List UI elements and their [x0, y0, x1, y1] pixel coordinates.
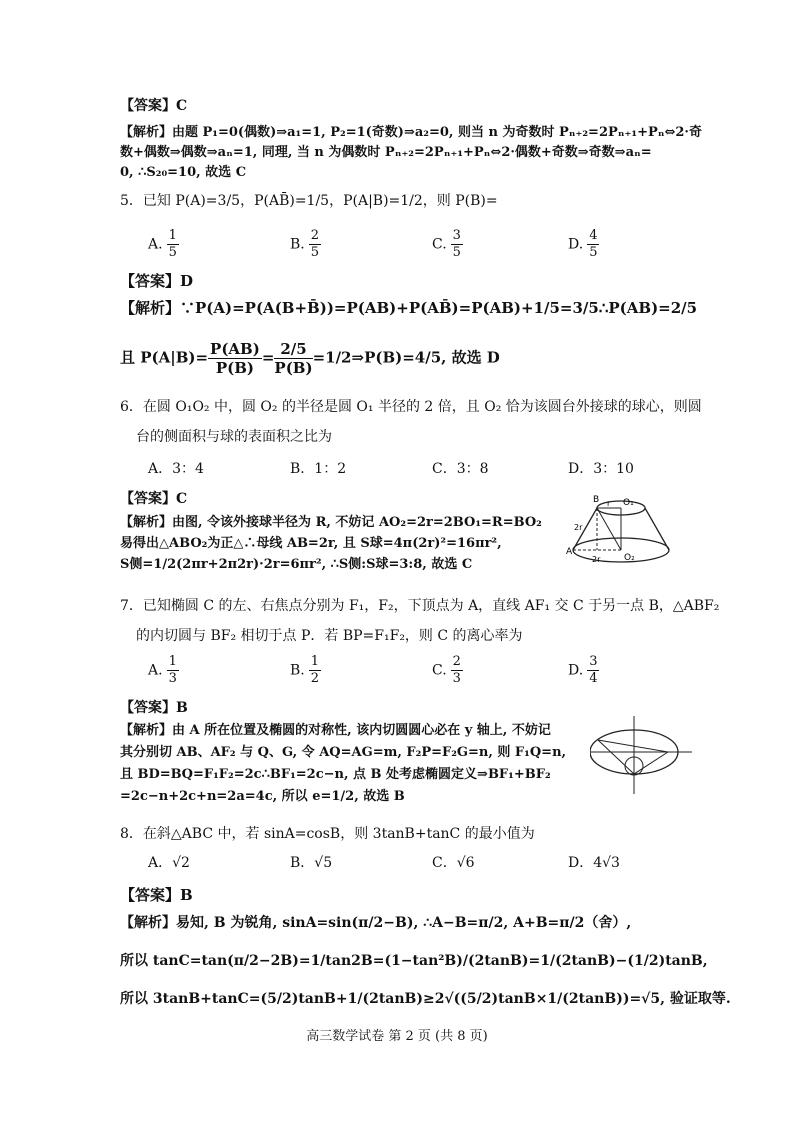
q7-answer: 【答案】B — [120, 700, 188, 716]
q7-option-a: A. $\frac{1}{3}$ — [148, 654, 177, 686]
q5-options — [148, 228, 628, 268]
q7-option-d: D. $\frac{3}{4}$ — [568, 654, 598, 686]
fig-label-b: B — [593, 495, 600, 505]
q5-option-a: A. $\frac{1}{5}$ — [148, 228, 177, 260]
q8-option-a: A．√2 — [148, 855, 190, 871]
q8-stem: 8．在斜△ABC 中，若 sinA=cosB，则 3tanB+tanC 的最小值为 — [120, 826, 535, 842]
q7-stem-line-1: 7．已知椭圆 C 的左、右焦点分别为 F₁，F₂，下顶点为 A，直线 AF₁ 交 C 于另一点 B，△ABF₂ — [120, 598, 720, 614]
page-footer: 高三数学试卷 第 2 页 (共 8 页) — [306, 1029, 488, 1044]
q7-analysis-line-2: 其分别切 AB、AF₂ 与 Q、G, 令 AQ=AG=m, F₂P=F₂G=n, 则 F₁Q=n, — [120, 745, 567, 760]
q4-analysis-line-1: 【解析】由题 P₁=0(偶数)⇒a₁=1, P₂=1(奇数)⇒a₂=0, 则当 n 为奇数时 Pₙ₊₂=2Pₙ₊₁+Pₙ⇔2·奇 — [120, 125, 702, 140]
fig-label-r: r — [607, 499, 611, 508]
frustum-figure — [566, 488, 676, 574]
q8-option-b: B．√5 — [290, 855, 333, 871]
q6-stem-line-2: 台的侧面积与球的表面积之比为 — [136, 429, 332, 445]
q5-analysis-line-1: 【解析】∵P(A)=P(A(B+B̄))=P(AB)+P(AB̄)=P(AB)+1/5=3/5∴P(AB)=2/5 — [120, 299, 698, 317]
fig-label-o2: O₂ — [624, 553, 635, 563]
q8-answer: 【答案】B — [120, 886, 193, 904]
q6-answer: 【答案】C — [120, 491, 188, 507]
q5-answer: 【答案】D — [120, 272, 194, 290]
q8-options — [148, 852, 628, 892]
q7-analysis-line-4: =2c−n+2c+n=2a=4c, 所以 e=1/2, 故选 B — [120, 789, 405, 804]
q8-analysis-line-1: 【解析】易知, B 为锐角, sinA=sin(π/2−B), ∴A−B=π/2, A+B=π/2（舍）, — [120, 915, 632, 931]
q6-option-a: A．3：4 — [148, 461, 204, 477]
fig-label-2r-left: 2r — [574, 523, 583, 532]
q7-option-b: B. $\frac{1}{2}$ — [290, 654, 320, 686]
q5-analysis-line-2: 且 P(A|B)= $\frac{P(AB)}{P(B)}$ = $\frac{2/5}{P(B)}$ =1/2⇒P(B)=4/5, 故选 D — [120, 340, 500, 377]
q6-analysis-line-3: S侧=1/2(2πr+2π2r)·2r=6πr², ∴S侧:S球=3:8, 故选 C — [120, 557, 473, 572]
q8-analysis-line-3: 所以 3tanB+tanC=(5/2)tanB+1/(2tanB)≥2√((5/2)tanB×1/(2tanB))=√5, 验证取等. — [120, 991, 731, 1007]
q5-option-b: B. $\frac{2}{5}$ — [290, 228, 320, 260]
q7-option-c: C. $\frac{2}{3}$ — [432, 654, 461, 686]
q6-option-d: D．3：10 — [568, 461, 634, 477]
q5-stem: 5．已知 P(A)=3/5，P(AB̄)=1/5，P(A|B)=1/2，则 P(B)= — [120, 193, 498, 209]
q4-analysis-line-2: 数+偶数⇒偶数⇒aₙ=1, 同理, 当 n 为偶数时 Pₙ₊₂=2Pₙ₊₁+Pₙ⇔2·偶数+奇数⇒奇数⇒aₙ= — [120, 145, 652, 160]
q7-analysis-line-1: 【解析】由 A 所在位置及椭圆的对称性, 该内切圆圆心必在 y 轴上, 不妨记 — [120, 723, 551, 738]
q7-stem-line-2: 的内切圆与 BF₂ 相切于点 P．若 BP=F₁F₂，则 C 的离心率为 — [136, 628, 523, 644]
q5-option-d: D. $\frac{4}{5}$ — [568, 228, 598, 260]
q7-analysis-line-3: 且 BD=BQ=F₁F₂=2c∴BF₁=2c−n, 点 B 处考虑椭圆定义⇒BF₁+BF₂ — [120, 767, 551, 782]
q6-option-b: B．1：2 — [290, 461, 347, 477]
q8-analysis-line-2: 所以 tanC=tan(π/2−2B)=1/tan2B=(1−tan²B)/(2tanB)=1/(2tanB)−(1/2)tanB, — [120, 953, 708, 969]
fig-label-a: A — [566, 547, 573, 557]
q8-option-d: D．4√3 — [568, 855, 620, 871]
q6-option-c: C．3：8 — [432, 461, 489, 477]
fig-label-o1: O₁ — [623, 498, 634, 508]
q4-answer: 【答案】C — [120, 98, 188, 114]
ellipse-figure — [590, 714, 694, 796]
q5-option-c: C. $\frac{3}{5}$ — [432, 228, 461, 260]
q6-options — [148, 458, 634, 498]
q7-options — [148, 654, 628, 694]
q4-analysis-line-3: 0, ∴S₂₀=10, 故选 C — [120, 165, 247, 180]
q6-analysis-line-1: 【解析】由图, 令该外接球半径为 R, 不妨记 AO₂=2r=2BO₁=R=BO₂ — [120, 515, 542, 530]
fig-label-2r-bottom: 2r — [592, 555, 601, 564]
q8-option-c: C．√6 — [432, 855, 475, 871]
q6-stem-line-1: 6．在圆 O₁O₂ 中，圆 O₂ 的半径是圆 O₁ 半径的 2 倍，且 O₂ 恰为该圆台外接球的球心，则圆 — [120, 399, 702, 415]
q6-analysis-line-2: 易得出△ABO₂为正△∴母线 AB=2r, 且 S球=4π(2r)²=16πr², — [120, 536, 502, 551]
